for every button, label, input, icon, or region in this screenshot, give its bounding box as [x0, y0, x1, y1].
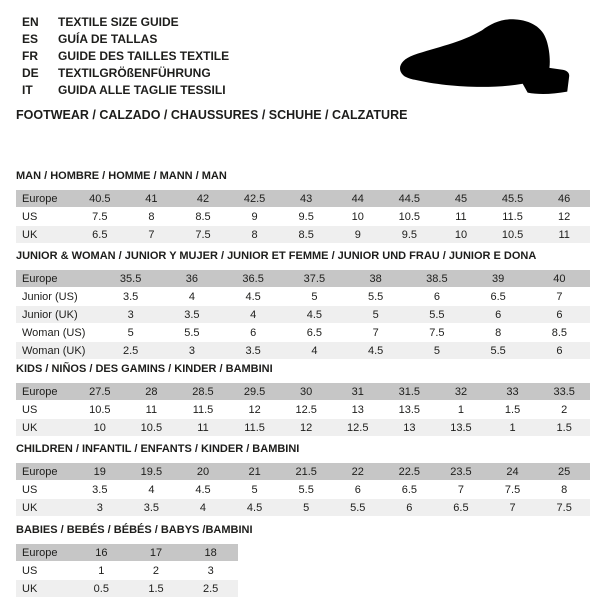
- size-cell: 1: [435, 401, 487, 419]
- size-cell: 21.5: [280, 463, 332, 481]
- language-code: ES: [22, 31, 39, 46]
- size-cell: 36.5: [223, 270, 284, 288]
- size-cell: 42: [177, 190, 229, 208]
- row-label: Europe: [16, 190, 74, 208]
- size-cell: 8: [229, 226, 281, 244]
- size-table-children: [16, 463, 590, 517]
- size-cell: 5: [406, 342, 467, 360]
- size-cell: 5.5: [345, 288, 406, 306]
- size-cell: 4: [223, 306, 284, 324]
- size-cell: 33: [487, 383, 539, 401]
- size-cell: 6: [332, 481, 384, 499]
- size-cell: 33.5: [538, 383, 590, 401]
- size-cell: 2: [129, 562, 184, 580]
- section-kids: [16, 363, 590, 437]
- language-row: [22, 64, 229, 81]
- size-cell: 43: [280, 190, 332, 208]
- size-cell: 5: [284, 288, 345, 306]
- size-cell: 4.5: [223, 288, 284, 306]
- size-cell: 12: [229, 401, 281, 419]
- row-label: Europe: [16, 383, 74, 401]
- language-row: [22, 47, 229, 64]
- section-title: CHILDREN / INFANTIL / ENFANTS / KINDER / BAMBINI: [16, 443, 300, 455]
- size-cell: 9.5: [280, 208, 332, 226]
- size-cell: 8: [126, 208, 178, 226]
- size-cell: 39: [468, 270, 529, 288]
- size-cell: 1.5: [129, 580, 184, 598]
- size-cell: 40: [529, 270, 590, 288]
- size-cell: 44.5: [384, 190, 436, 208]
- size-table-man: [16, 190, 590, 244]
- size-cell: 36: [161, 270, 222, 288]
- size-cell: 3: [183, 562, 238, 580]
- size-cell: 42.5: [229, 190, 281, 208]
- size-cell: 5.5: [280, 481, 332, 499]
- size-cell: 7: [487, 499, 539, 517]
- size-row-us: [16, 208, 590, 226]
- size-cell: 11: [435, 208, 487, 226]
- size-cell: 16: [74, 544, 129, 562]
- language-label: TEXTILGRÖßENFÜHRUNG: [58, 65, 211, 80]
- language-code: DE: [22, 65, 39, 80]
- language-label: GUIDA ALLE TAGLIE TESSILI: [58, 82, 226, 97]
- size-cell: 9: [332, 226, 384, 244]
- size-cell: 8.5: [280, 226, 332, 244]
- size-cell: 6: [384, 499, 436, 517]
- size-row-uk: [16, 419, 590, 437]
- size-row-us: [16, 562, 238, 580]
- size-row-europe: [16, 270, 590, 288]
- size-cell: 3: [100, 306, 161, 324]
- row-label: US: [16, 401, 74, 419]
- size-cell: 3: [74, 499, 126, 517]
- size-cell: 2: [538, 401, 590, 419]
- size-cell: 10.5: [384, 208, 436, 226]
- size-cell: 5.5: [406, 306, 467, 324]
- size-cell: 7: [529, 288, 590, 306]
- size-cell: 32: [435, 383, 487, 401]
- size-row-uk: [16, 226, 590, 244]
- size-row-europe: [16, 190, 590, 208]
- size-table-junior-woman: [16, 270, 590, 360]
- size-cell: 7: [345, 324, 406, 342]
- size-cell: 2.5: [100, 342, 161, 360]
- size-cell: 8: [468, 324, 529, 342]
- size-cell: 3.5: [161, 306, 222, 324]
- size-cell: 5.5: [468, 342, 529, 360]
- row-label: Junior (UK): [16, 306, 100, 324]
- size-cell: 19.5: [126, 463, 178, 481]
- size-cell: 7.5: [74, 208, 126, 226]
- size-cell: 5: [345, 306, 406, 324]
- language-label: GUIDE DES TAILLES TEXTILE: [58, 48, 230, 63]
- size-cell: 7.5: [406, 324, 467, 342]
- size-cell: 7: [126, 226, 178, 244]
- size-cell: 3: [161, 342, 222, 360]
- size-cell: 23.5: [435, 463, 487, 481]
- size-cell: 44: [332, 190, 384, 208]
- size-cell: 5.5: [332, 499, 384, 517]
- size-cell: 46: [538, 190, 590, 208]
- size-cell: 4.5: [177, 481, 229, 499]
- language-code: FR: [22, 48, 38, 63]
- section-junior-woman: [16, 250, 590, 360]
- size-cell: 0.5: [74, 580, 129, 598]
- size-cell: 2.5: [183, 580, 238, 598]
- size-row-junior-uk: [16, 306, 590, 324]
- size-cell: 12: [538, 208, 590, 226]
- language-row: [22, 13, 229, 30]
- row-label: Woman (US): [16, 324, 100, 342]
- size-cell: 9.5: [384, 226, 436, 244]
- size-cell: 7.5: [487, 481, 539, 499]
- size-table-kids: [16, 383, 590, 437]
- size-row-us: [16, 481, 590, 499]
- size-cell: 13.5: [435, 419, 487, 437]
- size-cell: 5: [280, 499, 332, 517]
- language-label: GUÍA DE TALLAS: [58, 31, 158, 46]
- size-cell: 6: [529, 306, 590, 324]
- size-cell: 19: [74, 463, 126, 481]
- size-cell: 31: [332, 383, 384, 401]
- size-cell: 6: [529, 342, 590, 360]
- size-cell: 20: [177, 463, 229, 481]
- shoe-icon: [393, 16, 591, 100]
- category-title: FOOTWEAR / CALZADO / CHAUSSURES / SCHUHE / CALZATURE: [16, 108, 408, 122]
- size-cell: 5: [100, 324, 161, 342]
- language-row: [22, 30, 229, 47]
- row-label: Europe: [16, 270, 100, 288]
- size-cell: 8.5: [529, 324, 590, 342]
- section-title: BABIES / BEBÉS / BÉBÉS / BABYS /BAMBINI: [16, 524, 253, 536]
- section-man: [16, 170, 590, 244]
- size-cell: 25: [538, 463, 590, 481]
- size-cell: 12.5: [332, 419, 384, 437]
- row-label: Europe: [16, 544, 74, 562]
- size-cell: 4: [284, 342, 345, 360]
- size-cell: 29.5: [229, 383, 281, 401]
- size-cell: 3.5: [74, 481, 126, 499]
- size-cell: 10.5: [74, 401, 126, 419]
- size-cell: 28.5: [177, 383, 229, 401]
- size-cell: 12.5: [280, 401, 332, 419]
- size-cell: 9: [229, 208, 281, 226]
- size-cell: 4.5: [284, 306, 345, 324]
- size-cell: 6.5: [284, 324, 345, 342]
- size-cell: 8.5: [177, 208, 229, 226]
- size-cell: 6.5: [384, 481, 436, 499]
- language-code: IT: [22, 82, 33, 97]
- size-cell: 7.5: [538, 499, 590, 517]
- size-cell: 3.5: [223, 342, 284, 360]
- row-label: Europe: [16, 463, 74, 481]
- size-cell: 4.5: [345, 342, 406, 360]
- size-cell: 11.5: [229, 419, 281, 437]
- size-cell: 10: [332, 208, 384, 226]
- size-cell: 6: [406, 288, 467, 306]
- language-label: TEXTILE SIZE GUIDE: [58, 14, 179, 29]
- size-row-woman-uk: [16, 342, 590, 360]
- size-table-babies: [16, 544, 238, 598]
- size-cell: 6.5: [468, 288, 529, 306]
- size-cell: 4.5: [229, 499, 281, 517]
- size-cell: 37.5: [284, 270, 345, 288]
- size-cell: 31.5: [384, 383, 436, 401]
- size-cell: 11: [126, 401, 178, 419]
- size-cell: 11.5: [487, 208, 539, 226]
- size-cell: 12: [280, 419, 332, 437]
- size-cell: 17: [129, 544, 184, 562]
- size-cell: 21: [229, 463, 281, 481]
- size-cell: 3.5: [126, 499, 178, 517]
- size-cell: 10.5: [126, 419, 178, 437]
- size-cell: 5: [229, 481, 281, 499]
- section-babies: [16, 524, 253, 598]
- size-cell: 7: [435, 481, 487, 499]
- size-cell: 4: [161, 288, 222, 306]
- row-label: Woman (UK): [16, 342, 100, 360]
- row-label: UK: [16, 580, 74, 598]
- size-cell: 6.5: [435, 499, 487, 517]
- language-row: [22, 81, 229, 98]
- size-cell: 41: [126, 190, 178, 208]
- language-code: EN: [22, 14, 39, 29]
- size-cell: 1: [487, 419, 539, 437]
- size-cell: 35.5: [100, 270, 161, 288]
- size-cell: 1.5: [487, 401, 539, 419]
- language-list: [22, 13, 229, 98]
- size-cell: 4: [177, 499, 229, 517]
- size-cell: 40.5: [74, 190, 126, 208]
- size-cell: 30: [280, 383, 332, 401]
- size-cell: 4: [126, 481, 178, 499]
- size-cell: 5.5: [161, 324, 222, 342]
- size-cell: 10: [74, 419, 126, 437]
- size-cell: 6: [223, 324, 284, 342]
- size-row-europe: [16, 544, 238, 562]
- size-cell: 1: [74, 562, 129, 580]
- size-row-woman-us: [16, 324, 590, 342]
- section-children: [16, 443, 590, 517]
- section-title: JUNIOR & WOMAN / JUNIOR Y MUJER / JUNIOR ET FEMME / JUNIOR UND FRAU / JUNIOR E DONA: [16, 250, 537, 262]
- size-cell: 11.5: [177, 401, 229, 419]
- size-cell: 11: [538, 226, 590, 244]
- row-label: UK: [16, 419, 74, 437]
- section-title: MAN / HOMBRE / HOMME / MANN / MAN: [16, 170, 227, 182]
- size-cell: 8: [538, 481, 590, 499]
- row-label: UK: [16, 226, 74, 244]
- size-row-europe: [16, 383, 590, 401]
- size-cell: 27.5: [74, 383, 126, 401]
- size-row-junior-us: [16, 288, 590, 306]
- size-cell: 18: [183, 544, 238, 562]
- row-label: US: [16, 481, 74, 499]
- section-title: KIDS / NIÑOS / DES GAMINS / KINDER / BAMBINI: [16, 363, 273, 375]
- size-row-europe: [16, 463, 590, 481]
- size-row-uk: [16, 499, 590, 517]
- size-row-uk: [16, 580, 238, 598]
- size-cell: 38.5: [406, 270, 467, 288]
- size-cell: 22: [332, 463, 384, 481]
- size-cell: 1.5: [538, 419, 590, 437]
- size-cell: 13.5: [384, 401, 436, 419]
- row-label: UK: [16, 499, 74, 517]
- size-cell: 6.5: [74, 226, 126, 244]
- row-label: US: [16, 562, 74, 580]
- size-cell: 11: [177, 419, 229, 437]
- size-cell: 24: [487, 463, 539, 481]
- size-cell: 13: [384, 419, 436, 437]
- size-row-us: [16, 401, 590, 419]
- size-cell: 45.5: [487, 190, 539, 208]
- size-cell: 22.5: [384, 463, 436, 481]
- row-label: US: [16, 208, 74, 226]
- size-cell: 7.5: [177, 226, 229, 244]
- size-cell: 3.5: [100, 288, 161, 306]
- size-cell: 45: [435, 190, 487, 208]
- size-cell: 13: [332, 401, 384, 419]
- size-cell: 10: [435, 226, 487, 244]
- row-label: Junior (US): [16, 288, 100, 306]
- size-cell: 38: [345, 270, 406, 288]
- size-cell: 10.5: [487, 226, 539, 244]
- size-cell: 28: [126, 383, 178, 401]
- size-cell: 6: [468, 306, 529, 324]
